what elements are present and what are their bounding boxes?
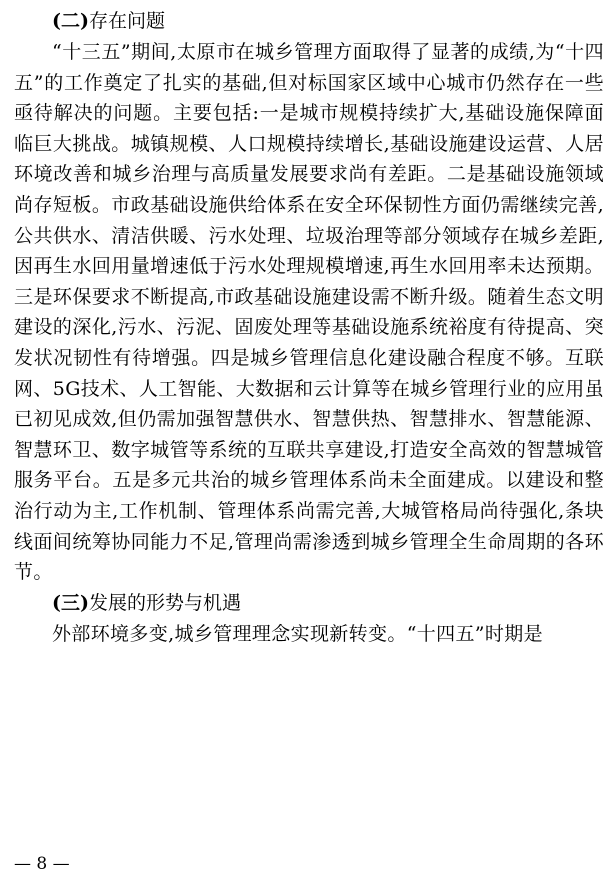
body-paragraph-trends: 外部环境多变,城乡管理理念实现新转变。“十四五”时期是 [52,622,543,645]
section-heading-trends [14,588,604,619]
page-number: — 8 — [14,854,70,874]
section-number: (三) [52,591,89,614]
section-number: (二) [52,10,89,32]
body-paragraph-problems: “十三五”期间,太原市在城乡管理方面取得了显著的成绩,为“十四五”的工作奠定了扎实的基础,但对标国家区域中心城市仍然存在一些亟待解决的问题。主要包括:一是城市规模持续扩大,基础设施保障面临巨大挑战。城镇规模、人口规模持续增长,基础设施建设运营、人居环境改善和城乡治理与高质量发展要求尚有差距。二是基础设施领域尚存短板。市政基础设施供给体系在安全环保韧性方面仍需继续完善,公共供水、清洁供暖、污水处理、垃圾治理等部分领域存在城乡差距,因再生水回用量增速低于污水处理规模增速,再生水回用率未达预期。三是环保要求不断提高,市政基础设施建设需不断升级。随着生态文明建设的深化,污水、污泥、固废处理等基础设施系统裕度有待提高、突发状况韧性有待增强。四是城乡管理信息化建设融合程度不够。互联网、5G技术、人工智能、大数据和云计算等在城乡管理行业的应用虽已初见成效,但仍需加强智慧供水、智慧供热、智慧排水、智慧能源、智慧环卫、数字城管等系统的互联共享建设,打造安全高效的智慧城管服务平台。五是多元共治的城乡管理体系尚未全面建成。以建设和整治行动为主,工作机制、管理体系尚需完善,大城管格局尚待强化,条块线面间统筹协同能力不足,管理尚需渗透到城乡管理全生命周期的各环节。 [14,41,604,584]
section-title: 发展的形势与机遇 [88,591,241,614]
section-title: 存在问题 [88,10,165,32]
document-page [14,6,604,649]
section-heading-problems [14,6,604,37]
